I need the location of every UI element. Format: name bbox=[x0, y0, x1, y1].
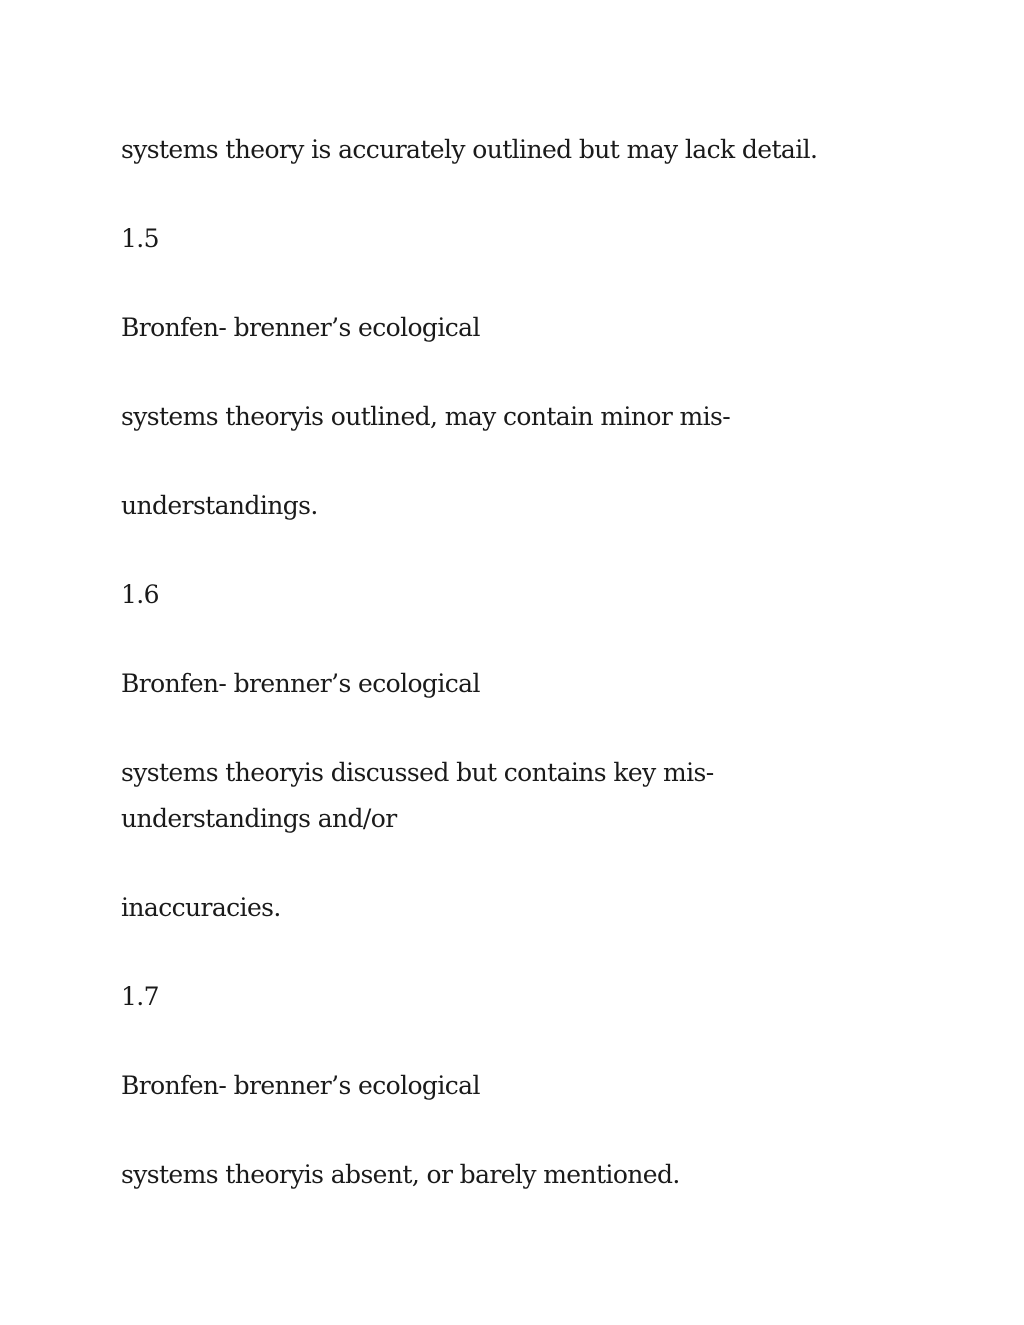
text-line: understandings and/or bbox=[121, 804, 397, 833]
text-line: Bronfen- brenner’s ecological bbox=[121, 669, 480, 698]
text-line: systems theoryis discussed but contains key mis- bbox=[121, 758, 714, 787]
text-line: inaccuracies. bbox=[121, 893, 281, 922]
section-number: 1.6 bbox=[121, 580, 159, 609]
text-line: systems theoryis outlined, may contain minor mis- bbox=[121, 402, 731, 431]
text-line: Bronfen- brenner’s ecological bbox=[121, 1071, 480, 1100]
text-line: systems theoryis absent, or barely mentioned. bbox=[121, 1160, 680, 1189]
text-line: systems theory is accurately outlined but may lack detail. bbox=[121, 135, 818, 164]
text-line: Bronfen- brenner’s ecological bbox=[121, 313, 480, 342]
section-number: 1.7 bbox=[121, 982, 159, 1011]
text-line: understandings. bbox=[121, 491, 318, 520]
section-number: 1.5 bbox=[121, 224, 159, 253]
